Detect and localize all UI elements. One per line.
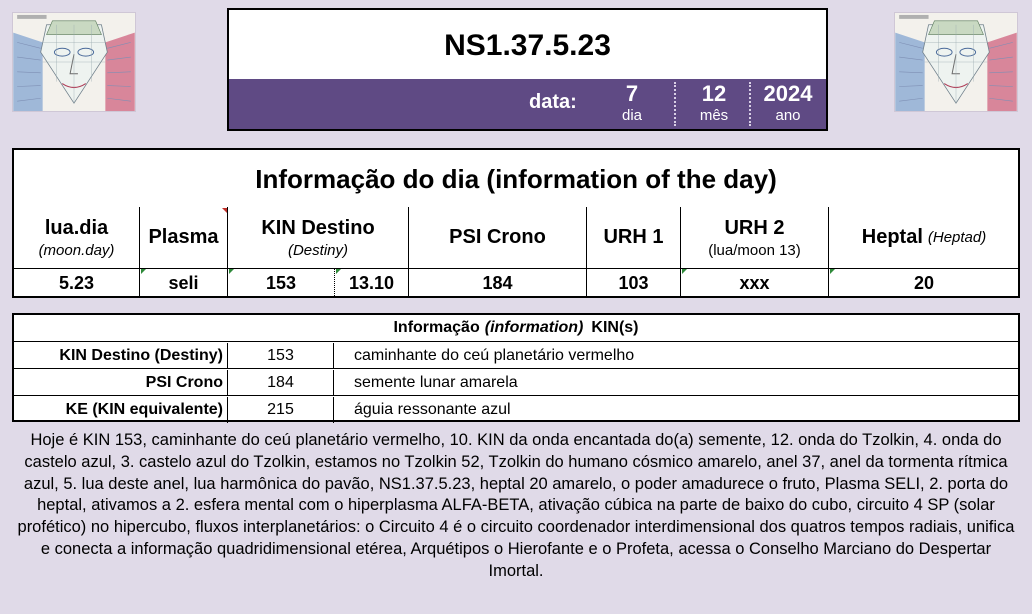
- kin-row-description: águia ressonante azul: [354, 401, 511, 418]
- kin-destino-label: KIN Destino: [261, 216, 375, 239]
- header-panel: [227, 8, 828, 131]
- kin-row-description: caminhante do ceú planetário vermelho: [354, 346, 635, 364]
- urh2-sub-label: (lua/moon 13): [708, 241, 801, 259]
- month-value: 12: [701, 81, 727, 106]
- header-urh2[interactable]: [681, 208, 828, 267]
- year-unit: ano: [775, 107, 801, 124]
- day-cell[interactable]: [597, 79, 667, 129]
- hypercube-face-icon: [13, 13, 135, 111]
- month-cell[interactable]: [679, 79, 749, 129]
- value-lua-dia[interactable]: 5.23: [58, 273, 95, 293]
- day-unit: dia: [621, 107, 643, 124]
- table-row[interactable]: [14, 370, 1018, 396]
- kin-row-label: KE (KIN equivalente): [14, 397, 228, 423]
- kin-info-title-italic: (information): [484, 319, 584, 336]
- urh2-label: URH 2: [724, 216, 785, 239]
- header-urh1[interactable]: [587, 208, 680, 267]
- comment-marker: [222, 208, 227, 213]
- value-heptal[interactable]: 20: [913, 273, 935, 293]
- cell-marker: [682, 269, 687, 274]
- destiny-label: (Destiny): [287, 241, 348, 259]
- kin-info-title: [14, 315, 1018, 342]
- month-unit: mês: [699, 107, 729, 124]
- psi-crono-label: PSI Crono: [449, 226, 546, 248]
- hypercube-face-artwork-left: [12, 12, 136, 112]
- day-value: 7: [625, 81, 639, 106]
- cell-marker: [336, 269, 341, 274]
- moon-day-label: (moon.day): [38, 241, 115, 259]
- date-label: data:: [529, 91, 577, 113]
- value-kin-destino[interactable]: 153: [265, 273, 297, 293]
- value-urh1[interactable]: 103: [618, 273, 649, 293]
- kin-row-value: 153: [228, 343, 334, 368]
- day-description-paragraph: Hoje é KIN 153, caminhante do ceú planetário vermelho, 10. KIN da onda encantada do(a) semente, 12. onda do Tzolkin, 4. onda do castelo azul, 3. castelo azul do Tzolkin, estamos no Tzolkin 52, Tzolkin do humano cósmico amarelo, anel 37, anel da tormenta rítmica azul, 5. lua deste anel, lua harmônica do pavão, NS1.37.5.23, heptal 20 amarelo, o poder amadurece o fruto, Plasma SELI, 2. porta do heptal, ativamos a 2. esfera mental com o hiperplasma ALFA-BETA, ativação cúbica na parte de baixo do cubo, circuito 4 SP (solar profético) no hipercubo, fluxos interplanetários: o Circuito 4 é o circuito coordenador interdimensional dos quatros tempos radiais, unifica e conecta a informação quadridimensional etérea, Arquétipos o Hierofante e o Profeta, acessa o Conselho Marciano do Despertar Imortal.: [17, 431, 1015, 580]
- kin-row-value: 184: [228, 370, 334, 395]
- kin-row-label: PSI Crono: [14, 370, 228, 395]
- date-bar: [229, 79, 826, 129]
- header-heptal[interactable]: [829, 208, 1019, 267]
- value-psi-crono[interactable]: 184: [482, 273, 513, 293]
- hypercube-face-icon: [895, 13, 1017, 111]
- kin-row-value: 215: [228, 397, 334, 423]
- hypercube-face-artwork-right: [894, 12, 1018, 112]
- day-info-table: [12, 148, 1020, 298]
- kin-row-label: KIN Destino (Destiny): [14, 343, 228, 368]
- date-separator: [674, 82, 676, 126]
- urh1-label: URH 1: [603, 226, 664, 248]
- heptal-label: Heptal: [861, 226, 923, 248]
- header-plasma[interactable]: [140, 208, 227, 267]
- year-cell[interactable]: [753, 79, 823, 129]
- cell-marker: [830, 269, 835, 274]
- day-info-title: Informação do dia (information of the day): [255, 164, 777, 194]
- page-title: NS1.37.5.23: [444, 28, 611, 62]
- plasma-label: Plasma: [148, 226, 219, 248]
- heptad-label: (Heptad): [927, 229, 987, 246]
- table-row[interactable]: [14, 397, 1018, 423]
- kin-info-title-bold: Informação: [393, 319, 480, 336]
- kin-info-title-tail: KIN(s): [591, 319, 639, 336]
- kin-row-description: semente lunar amarela: [354, 373, 518, 391]
- kin-info-table: [12, 313, 1020, 422]
- cell-marker: [141, 269, 146, 274]
- value-urh2[interactable]: xxx: [739, 273, 770, 293]
- table-row[interactable]: [14, 343, 1018, 369]
- date-separator: [749, 82, 751, 126]
- header-lua-dia[interactable]: [14, 208, 139, 267]
- cell-marker: [229, 269, 234, 274]
- lua-dia-label: lua.dia: [44, 216, 109, 239]
- header-psi-crono[interactable]: [409, 208, 586, 267]
- year-value: 2024: [763, 81, 813, 106]
- value-plasma[interactable]: seli: [168, 273, 199, 293]
- header-kin-destino[interactable]: [228, 208, 408, 267]
- value-kin-wave[interactable]: 13.10: [348, 273, 395, 293]
